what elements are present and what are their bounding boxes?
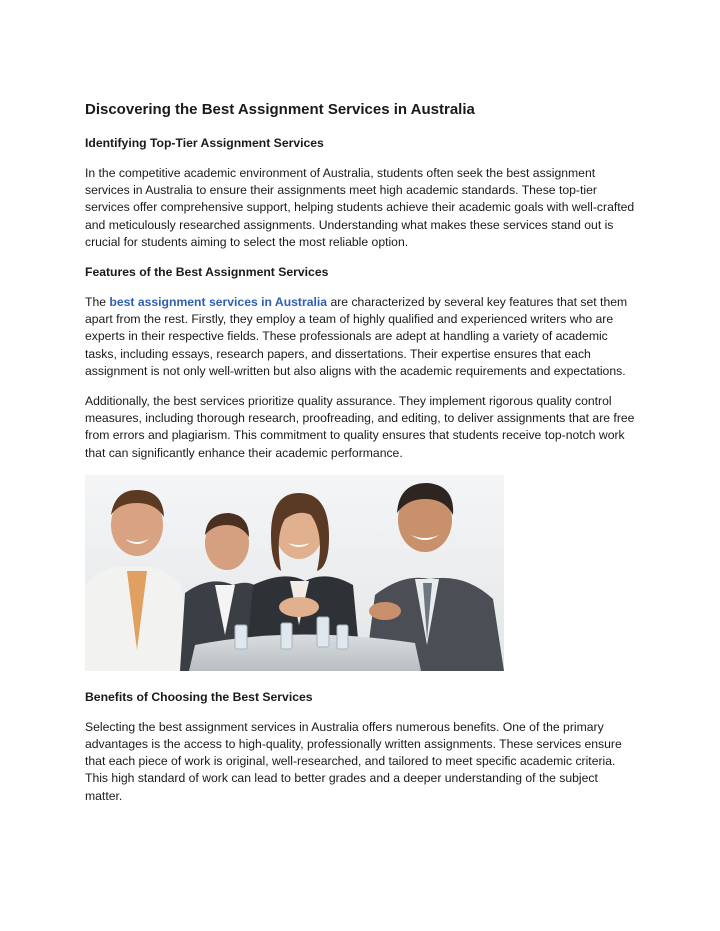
document-body xyxy=(85,100,635,818)
section-heading-features: Features of the Best Assignment Services xyxy=(85,265,329,280)
paragraph-features-2: Additionally, the best services prioritize quality assurance. They implement rigorous quality control measures, including thorough research, proofreading, and editing, to deliver assignments that are free from errors and plagiarism. This commitment to quality ensures that students receive top-notch work that can significantly enhance their academic performance. xyxy=(85,394,635,460)
paragraph-benefits: Selecting the best assignment services in Australia offers numerous benefits. One of the primary advantages is the access to high-quality, professionally written assignments. These services ensure that each piece of work is original, well-researched, and tailored to meet specific academic criteria. This high standard of work can lead to better grades and a deeper understanding of the subject matter. xyxy=(85,719,622,803)
document-title: Discovering the Best Assignment Services in Australia xyxy=(85,101,475,118)
assignment-services-link[interactable]: best assignment services in Australia xyxy=(109,295,328,310)
paragraph-features-1 xyxy=(85,294,635,380)
section-heading-benefits: Benefits of Choosing the Best Services xyxy=(85,689,313,704)
paragraph-text: The xyxy=(85,295,110,310)
paragraph-text: are characterized by several key features that set them apart from the rest. Firstly, they employ a team of highly qualified and experienced writers who are experts in their respective fields. These professionals are adept at handling a variety of academic tasks, including essays, research papers, and dissertations. Their expertise ensures that each assignment is not only well-written but also aligns with the academic requirements and expectations. xyxy=(85,295,628,378)
business-team-photo xyxy=(85,475,504,671)
section-heading-identifying: Identifying Top-Tier Assignment Services xyxy=(85,136,324,150)
paragraph-identifying: In the competitive academic environment of Australia, students often seek the best assignment services in Australia to ensure their assignments meet high academic standards. These top-tier services offer comprehensive support, helping students achieve their academic goals with well-crafted and meticulously researched assignments. Understanding what makes these services stand out is crucial for students aiming to select the most reliable option. xyxy=(85,166,635,249)
